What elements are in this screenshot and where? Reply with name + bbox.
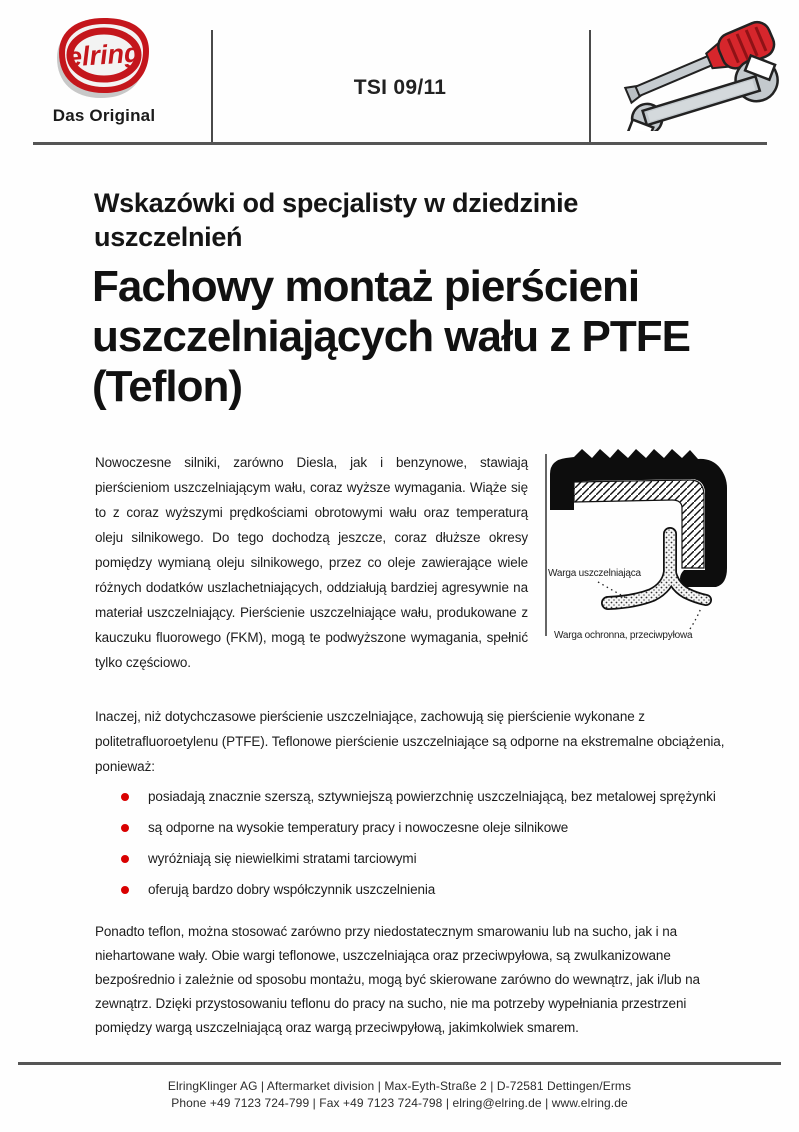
logo-wordmark: elring <box>66 37 142 73</box>
bullet-item <box>121 849 716 868</box>
tools-icon <box>612 16 792 136</box>
document-subtitle: Wskazówki od specjalisty w dziedzinie uszczelnień <box>94 188 579 252</box>
bullet-item <box>121 880 716 899</box>
paragraph-ptfe: Inaczej, niż dotychczasowe pierścienie uszczelniające, zachowują się pierścienie wykonane z politetrafluoroetylenu (PTFE). Teflonowe pierścienie uszczelniające są odporne na ekstremalne obciążenia, ponieważ: <box>95 709 725 774</box>
elring-logo <box>50 14 158 126</box>
bullet-dot <box>121 886 129 894</box>
bullet-dot <box>121 793 129 801</box>
footer-address: ElringKlinger AG | Aftermarket division | Max-Eyth-Straße 2 | D-72581 Dettingen/Erms <box>167 1079 632 1093</box>
footer <box>0 1078 799 1112</box>
header-rule <box>33 142 767 145</box>
paragraph-intro: Nowoczesne silniki, zarówno Diesla, jak i benzynowe, stawiają pierścieniom uszczelniającym wału, coraz wyższe wymagania. Wiąże się to z coraz wyższymi prędkościami obrotowymi wału oraz temperaturą oleju silnikowego. Do tego dochodzą jeszcze, coraz dłuższe okresy pomiędzy wymianą oleju silnikowego, przez co oleje zawierające wiele różnych dodatków uszlachetniających, oddziałują bardziej agresywnie na materiał uszczelniający. Pierścienie uszczelniające wału, produkowane z kauczuku fluorowego (FKM), mogą te podwyższone wymagania, spełnić tylko częściowo. <box>95 455 528 670</box>
doc-number: TSI 09/11 <box>353 76 447 99</box>
diagram-label-sealing-lip: Warga uszczelniająca <box>548 568 641 579</box>
bullet-dot <box>121 824 129 832</box>
bullet-text: wyróżniają się niewielkimi stratami tarciowymi <box>148 851 417 866</box>
logo-claim: Das Original <box>52 106 156 125</box>
leader-line-dust-lip <box>690 608 701 629</box>
bullet-item <box>121 818 716 837</box>
footer-rule <box>18 1062 781 1065</box>
seal-metal-insert <box>574 480 704 568</box>
bullet-dot <box>121 855 129 863</box>
bullet-text: posiadają znacznie szerszą, sztywniejszą powierzchnię uszczelniającą, bez metalowej sprężynki <box>148 789 716 804</box>
document-title: Fachowy montaż pierścieni uszczelniających wału z PTFE (Teflon) <box>92 262 690 411</box>
seal-diagram <box>540 446 795 653</box>
header-divider-right <box>589 30 591 143</box>
bullet-text: są odporne na wysokie temperatury pracy i nowoczesne oleje silnikowe <box>148 820 569 835</box>
paragraph-teflon-usage: Ponadto teflon, można stosować zarówno przy niedostatecznym smarowaniu lub na sucho, jak i na niehartowane wały. Obie wargi teflonowe, uszczelniająca oraz przeciwpyłowa, są zwulkanizowane bezpośrednio i zależnie od sposobu montażu, mogą być skierowane zarówno do wewnątrz, jak i/lub na zewnątrz. Dzięki przystosowaniu teflonu do pracy na sucho, nie ma potrzeby wypełniania przestrzeni pomiędzy wargą uszczelniającą oraz wargą przeciwpyłową, jakimkolwiek smarem. <box>95 924 700 1035</box>
bullet-item <box>121 787 716 806</box>
elring-logo-icon <box>52 14 156 104</box>
footer-contact: Phone +49 7123 724-799 | Fax +49 7123 724-798 | elring@elring.de | www.elring.de <box>171 1096 628 1110</box>
diagram-label-dust-lip: Warga ochronna, przeciwpyłowa <box>554 630 693 641</box>
bullet-text: oferują bardzo dobry współczynnik uszczelnienia <box>148 882 436 897</box>
benefits-list <box>121 787 716 911</box>
